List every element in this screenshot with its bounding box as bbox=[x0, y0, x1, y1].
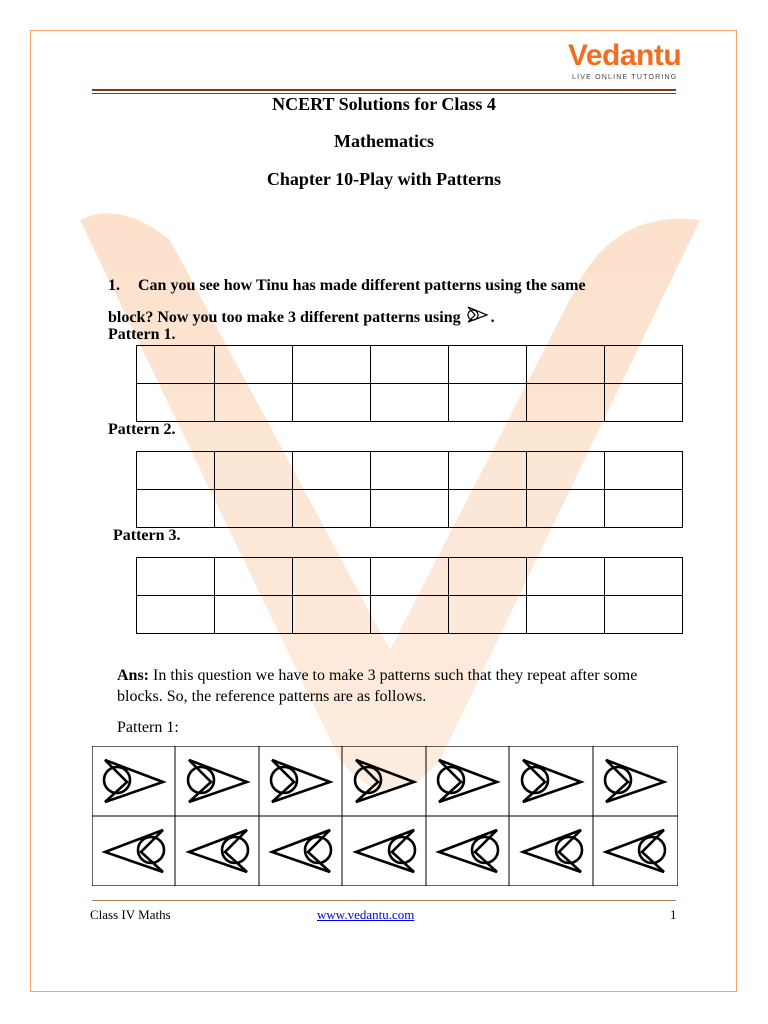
grid-cell[interactable] bbox=[371, 490, 449, 528]
question-text-1: Can you see how Tinu has made different patterns using the same bbox=[138, 277, 586, 294]
grid-cell[interactable] bbox=[527, 452, 605, 490]
grid-row bbox=[137, 346, 683, 384]
grid-cell[interactable] bbox=[137, 452, 215, 490]
subject-title: Mathematics bbox=[334, 131, 434, 151]
grid-cell[interactable] bbox=[605, 490, 683, 528]
question-number: 1. bbox=[108, 277, 120, 294]
page-title: NCERT Solutions for Class 4 bbox=[272, 94, 496, 114]
grid-cell[interactable] bbox=[605, 596, 683, 634]
pattern-1-caption: Pattern 1: bbox=[117, 719, 179, 736]
grid-cell[interactable] bbox=[293, 346, 371, 384]
grid-cell[interactable] bbox=[449, 384, 527, 422]
answer-paragraph bbox=[117, 665, 677, 707]
arrow-right-icon bbox=[188, 760, 247, 802]
grid-row bbox=[137, 452, 683, 490]
logo-tagline: LIVE ONLINE TUTORING bbox=[572, 74, 678, 81]
grid-cell[interactable] bbox=[215, 384, 293, 422]
pattern-1-label: Pattern 1. bbox=[108, 326, 176, 343]
grid-cell[interactable] bbox=[137, 558, 215, 596]
logo-text: Vedantu bbox=[568, 39, 682, 72]
grid-cell[interactable] bbox=[527, 596, 605, 634]
chapter-title: Chapter 10-Play with Patterns bbox=[266, 169, 502, 189]
arrow-left-icon bbox=[272, 830, 331, 872]
arrow-right-icon bbox=[355, 760, 414, 802]
vedantu-logo bbox=[568, 39, 682, 86]
grid-row bbox=[137, 596, 683, 634]
answer-label: Ans: bbox=[117, 667, 150, 684]
page-number: 1 bbox=[670, 907, 677, 922]
arrow-right-icon bbox=[104, 760, 163, 802]
grid-cell[interactable] bbox=[371, 596, 449, 634]
grid-cell[interactable] bbox=[215, 452, 293, 490]
grid-cell[interactable] bbox=[215, 490, 293, 528]
arrow-right-icon bbox=[605, 760, 664, 802]
website-link[interactable]: www.vedantu.com bbox=[317, 907, 415, 922]
question-text-2: block? Now you too make 3 different patterns using bbox=[108, 309, 461, 326]
pattern-3-grid bbox=[136, 557, 683, 634]
answer-pattern-figure bbox=[92, 746, 678, 886]
grid-cell[interactable] bbox=[527, 384, 605, 422]
grid-cell[interactable] bbox=[137, 384, 215, 422]
grid-cell[interactable] bbox=[449, 558, 527, 596]
question-line-2 bbox=[108, 304, 495, 327]
header-rule-thick bbox=[92, 89, 676, 91]
grid-cell[interactable] bbox=[371, 558, 449, 596]
footer-link-wrap bbox=[317, 907, 414, 923]
footer-rule bbox=[92, 900, 676, 901]
grid-row bbox=[137, 490, 683, 528]
grid-cell[interactable] bbox=[449, 596, 527, 634]
grid-cell[interactable] bbox=[293, 596, 371, 634]
grid-cell[interactable] bbox=[293, 558, 371, 596]
grid-cell[interactable] bbox=[293, 490, 371, 528]
arrow-left-icon bbox=[439, 830, 498, 872]
arrow-circle-block-icon bbox=[465, 304, 491, 324]
grid-cell[interactable] bbox=[371, 452, 449, 490]
grid-cell[interactable] bbox=[215, 596, 293, 634]
grid-cell[interactable] bbox=[137, 346, 215, 384]
footer-left: Class IV Maths bbox=[90, 907, 171, 922]
grid-cell[interactable] bbox=[371, 384, 449, 422]
arrow-right-icon bbox=[438, 760, 497, 802]
grid-cell[interactable] bbox=[293, 384, 371, 422]
pattern-2-grid bbox=[136, 451, 683, 528]
question-text-end: . bbox=[490, 309, 495, 326]
grid-cell[interactable] bbox=[605, 384, 683, 422]
grid-row bbox=[137, 384, 683, 422]
grid-cell[interactable] bbox=[527, 490, 605, 528]
grid-cell[interactable] bbox=[293, 452, 371, 490]
grid-cell[interactable] bbox=[449, 490, 527, 528]
grid-cell[interactable] bbox=[527, 558, 605, 596]
arrow-left-icon bbox=[356, 830, 415, 872]
pattern-3-label: Pattern 3. bbox=[113, 527, 181, 544]
grid-cell[interactable] bbox=[605, 558, 683, 596]
grid-cell[interactable] bbox=[605, 452, 683, 490]
grid-cell[interactable] bbox=[449, 346, 527, 384]
arrow-left-icon bbox=[105, 830, 164, 872]
grid-cell[interactable] bbox=[215, 558, 293, 596]
grid-cell[interactable] bbox=[137, 490, 215, 528]
arrow-left-icon bbox=[189, 830, 248, 872]
arrow-right-icon bbox=[271, 760, 330, 802]
grid-cell[interactable] bbox=[449, 452, 527, 490]
grid-cell[interactable] bbox=[527, 346, 605, 384]
grid-cell[interactable] bbox=[215, 346, 293, 384]
grid-cell[interactable] bbox=[137, 596, 215, 634]
arrow-right-icon bbox=[522, 760, 581, 802]
grid-cell[interactable] bbox=[605, 346, 683, 384]
arrow-left-icon bbox=[606, 830, 665, 872]
question-line-1 bbox=[108, 277, 586, 295]
grid-cell[interactable] bbox=[371, 346, 449, 384]
answer-text: In this question we have to make 3 patterns such that they repeat after some blocks. So, the reference patterns are as follows. bbox=[117, 667, 638, 705]
arrow-left-icon bbox=[523, 830, 582, 872]
grid-row bbox=[137, 558, 683, 596]
pattern-1-grid bbox=[136, 345, 683, 422]
pattern-2-label: Pattern 2. bbox=[108, 421, 176, 438]
